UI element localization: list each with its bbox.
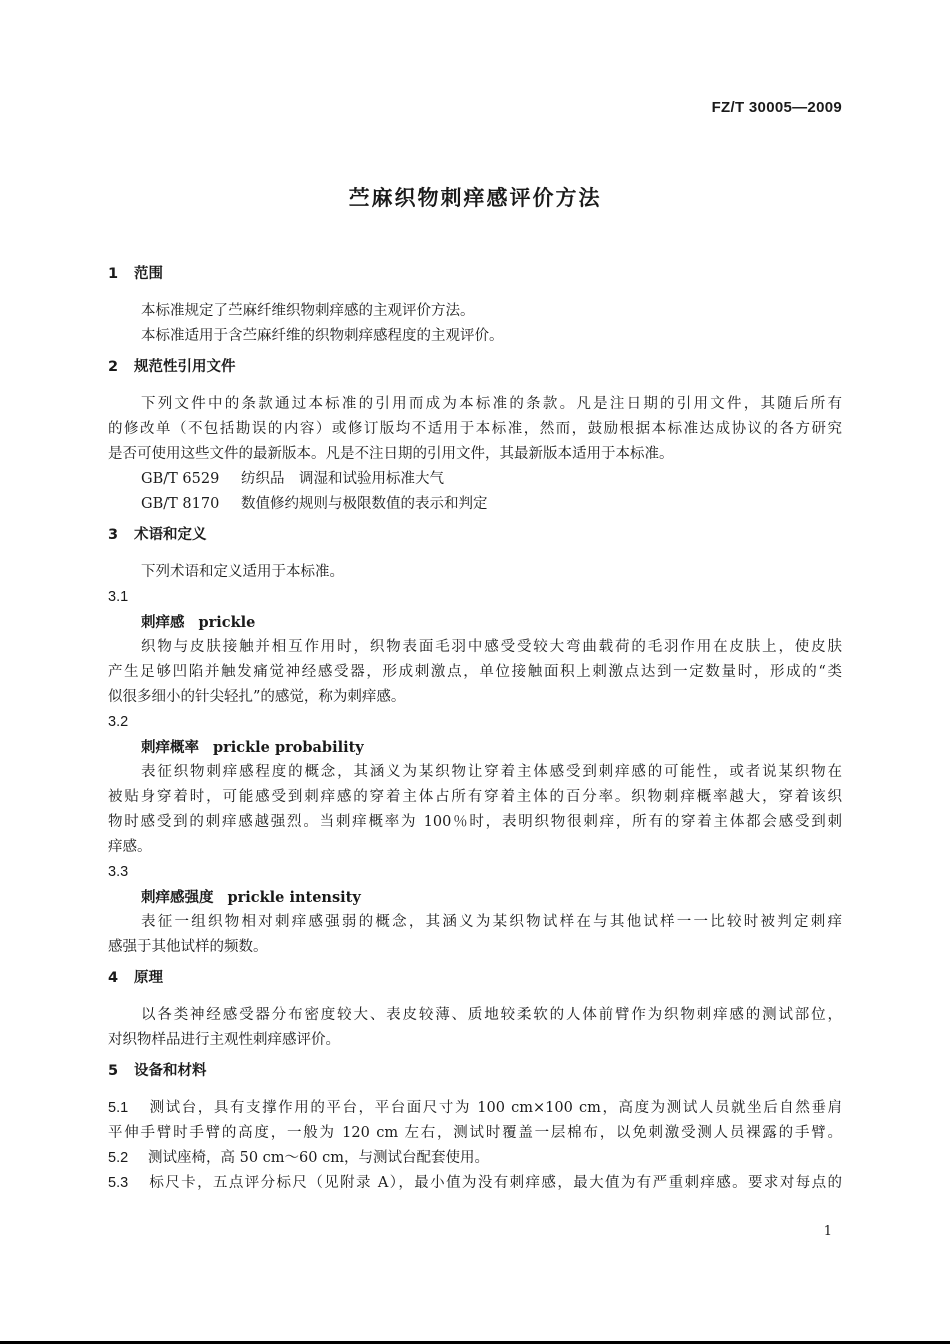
section-number: 2 [108,359,119,375]
paragraph-line: 下列文件中的条款通过本标准的引用而成为本标准的条款。凡是注日期的引用文件，其随后所有 [141,396,842,412]
clause-item [108,1171,842,1196]
page-number: 1 [823,1224,832,1239]
term-heading [108,885,842,910]
section-5-heading [108,1059,842,1084]
paragraph: 本标准规定了苎麻纤维织物刺痒感的主观评价方法。 [141,303,475,319]
paragraph-line: 表征织物刺痒感程度的概念，其涵义为某织物让穿着主体感受到刺痒感的可能性，或者说某织物在 [141,764,842,780]
document-body [108,256,842,1196]
paragraph-line: 以各类神经感受器分布密度较大、表皮较薄、质地较柔软的人体前臂作为织物刺痒感的测试部位， [141,1007,842,1023]
paragraph-line: 的修改单（不包括勘误的内容）或修订版均不适用于本标准，然而，鼓励根据本标准达成协议的各方研究 [108,421,842,437]
clause-number: 5.1 [108,1100,129,1116]
section-3-heading [108,523,842,548]
paragraph-line: 对织物样品进行主观性刺痒感评价。 [108,1032,340,1048]
reference-title: 数值修约规则与极限数值的表示和判定 [241,496,488,512]
term-chinese: 刺痒概率 [141,740,199,756]
section-4-heading [108,966,842,991]
reference-item [108,492,842,517]
term-heading [108,735,842,760]
section-title: 原理 [134,970,163,986]
term-heading [108,610,842,635]
clause-item [108,1146,842,1171]
section-title: 设备和材料 [134,1063,207,1079]
clause-text: 测试座椅，高 50 cm～60 cm，与测试台配套使用。 [148,1150,489,1166]
subsection-number: 3.1 [108,589,129,605]
term-english: prickle [198,614,256,631]
clause-text: 测试台，具有支撑作用的平台，平台面尺寸为 100 cm×100 cm，高度为测试人员就坐后自然垂肩 [148,1100,842,1116]
paragraph-line: 是否可使用这些文件的最新版本。凡是不注日期的引用文件，其最新版本适用于本标准。 [108,446,674,462]
paragraph-line: 痒感。 [108,839,152,855]
section-number: 1 [108,266,119,282]
paragraph-line: 织物与皮肤接触并相互作用时，织物表面毛羽中感受受较大弯曲载荷的毛羽作用在皮肤上，使皮肤 [141,639,842,655]
section-title: 范围 [134,266,163,282]
section-number: 5 [108,1063,119,1079]
term-english: prickle probability [213,739,364,756]
clause-text: 标尺卡，五点评分标尺（见附录 A），最小值为没有刺痒感，最大值为有严重刺痒感。要求对每点的 [148,1175,842,1191]
subsection-number: 3.2 [108,714,129,730]
term-chinese: 刺痒感 [141,615,185,631]
reference-code: GB/T 6529 [141,471,220,487]
clause-number: 5.2 [108,1150,129,1166]
subsection-number: 3.3 [108,864,129,880]
section-2-heading [108,355,842,380]
term-english: prickle intensity [227,889,361,906]
paragraph-line: 被贴身穿着时，可能感受到刺痒感的穿着主体占所有穿着主体的百分率。织物刺痒概率越大，穿着该织 [108,789,842,805]
reference-item [108,467,842,492]
paragraph-line: 表征一组织物相对刺痒感强弱的概念，其涵义为某织物试样在与其他试样一一比较时被判定刺痒 [141,914,842,930]
section-number: 4 [108,970,119,986]
paragraph-line: 感强于其他试样的频数。 [108,939,268,955]
clause-number: 5.3 [108,1175,129,1191]
document-title: 苎麻织物刺痒感评价方法 [348,186,602,210]
paragraph-line: 似很多细小的针尖轻扎”的感觉，称为刺痒感。 [108,689,406,705]
paragraph-line: 平伸手臂时手臂的高度，一般为 120 cm 左右，测试时覆盖一层棉布，以免刺激受测人员裸露的手臂。 [108,1125,842,1141]
standard-code: FZ/T 30005—2009 [711,99,842,116]
paragraph-line: 物时感受到的刺痒感越强烈。当刺痒概率为 100％时，表明织物很刺痒，所有的穿着主体都会感受到刺 [108,814,842,830]
reference-code: GB/T 8170 [141,496,220,512]
section-1-heading [108,262,842,287]
clause-item [108,1096,842,1121]
section-title: 术语和定义 [134,527,207,543]
section-number: 3 [108,527,119,543]
term-chinese: 刺痒感强度 [141,890,214,906]
paragraph: 本标准适用于含苎麻纤维的织物刺痒感程度的主观评价。 [141,328,504,344]
section-title: 规范性引用文件 [134,359,236,375]
paragraph: 下列术语和定义适用于本标准。 [141,564,344,580]
paragraph-line: 产生足够凹陷并触发痛觉神经感受器，形成刺激点，单位接触面积上刺激点达到一定数量时，形成的“类 [108,664,842,680]
reference-title: 纺织品 调湿和试验用标准大气 [241,471,444,487]
